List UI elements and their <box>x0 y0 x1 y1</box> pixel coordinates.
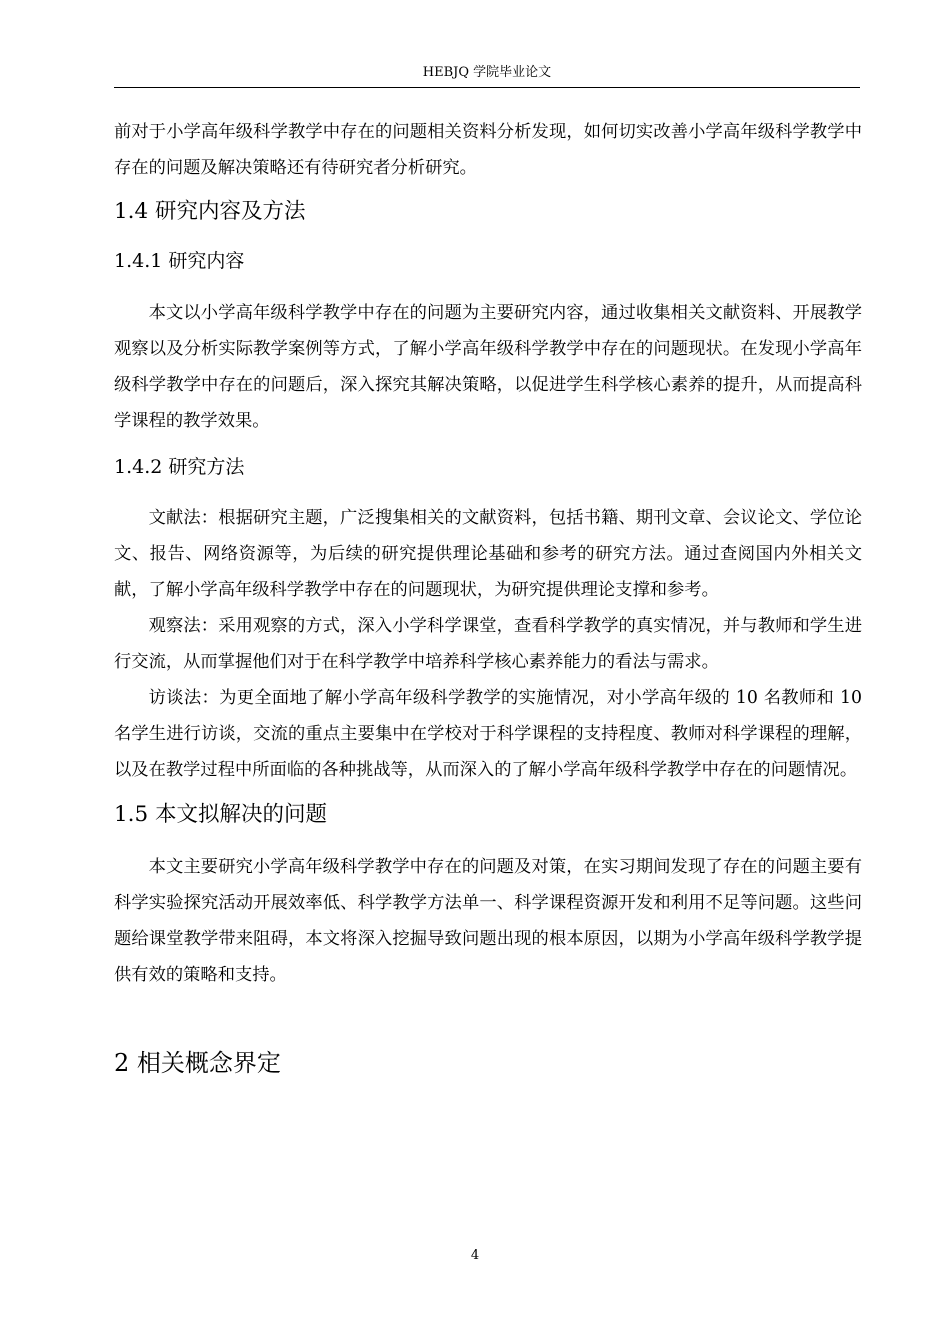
paragraph-method-literature: 文献法：根据研究主题，广泛搜集相关的文献资料，包括书籍、期刊文章、会议论文、学位论文、报告、网络资源等，为后续的研究提供理论基础和参考的研究方法。通过查阅国内外相关文献，了解小学高年级科学教学中存在的问题现状，为研究提供理论支撑和参考。 <box>114 508 862 600</box>
subsection-heading-1-4-1: 1.4.1 研究内容 <box>114 250 245 272</box>
section-heading-1-4: 1.4 研究内容及方法 <box>114 199 306 224</box>
section-heading-1-5: 1.5 本文拟解决的问题 <box>114 802 328 827</box>
paragraph-intro: 前对于小学高年级科学教学中存在的问题相关资料分析发现，如何切实改善小学高年级科学教学中存在的问题及解决策略还有待研究者分析研究。 <box>114 122 862 178</box>
page-body <box>114 114 862 1078</box>
header-divider <box>114 87 860 88</box>
paragraph-problems: 本文主要研究小学高年级科学教学中存在的问题及对策，在实习期间发现了存在的问题主要有科学实验探究活动开展效率低、科学教学方法单一、科学课程资源开发和利用不足等问题。这些问题给课堂教学带来阻碍，本文将深入挖掘导致问题出现的根本原因，以期为小学高年级科学教学提供有效的策略和支持。 <box>114 857 862 985</box>
paragraph-method-observation: 观察法：采用观察的方式，深入小学科学课堂，查看科学教学的真实情况，并与教师和学生进行交流，从而掌握他们对于在科学教学中培养科学核心素养能力的看法与需求。 <box>114 616 862 672</box>
chapter-heading-2: 2 相关概念界定 <box>114 1049 281 1077</box>
page-number: 4 <box>470 1248 480 1263</box>
paragraph-research-content: 本文以小学高年级科学教学中存在的问题为主要研究内容，通过收集相关文献资料、开展教学观察以及分析实际教学案例等方式，了解小学高年级科学教学中存在的问题现状。在发现小学高年级科学教学中存在的问题后，深入探究其解决策略，以促进学生科学核心素养的提升，从而提高科学课程的教学效果。 <box>114 303 862 431</box>
paragraph-method-interview: 访谈法：为更全面地了解小学高年级科学教学的实施情况，对小学高年级的 10 名教师和 10 名学生进行访谈，交流的重点主要集中在学校对于科学课程的支持程度、教师对科学课程的理解，以及在教学过程中所面临的各种挑战等，从而深入的了解小学高年级科学教学中存在的问题情况。 <box>114 688 862 780</box>
page-header: HEBJQ 学院毕业论文 <box>422 65 552 80</box>
subsection-heading-1-4-2: 1.4.2 研究方法 <box>114 456 245 478</box>
